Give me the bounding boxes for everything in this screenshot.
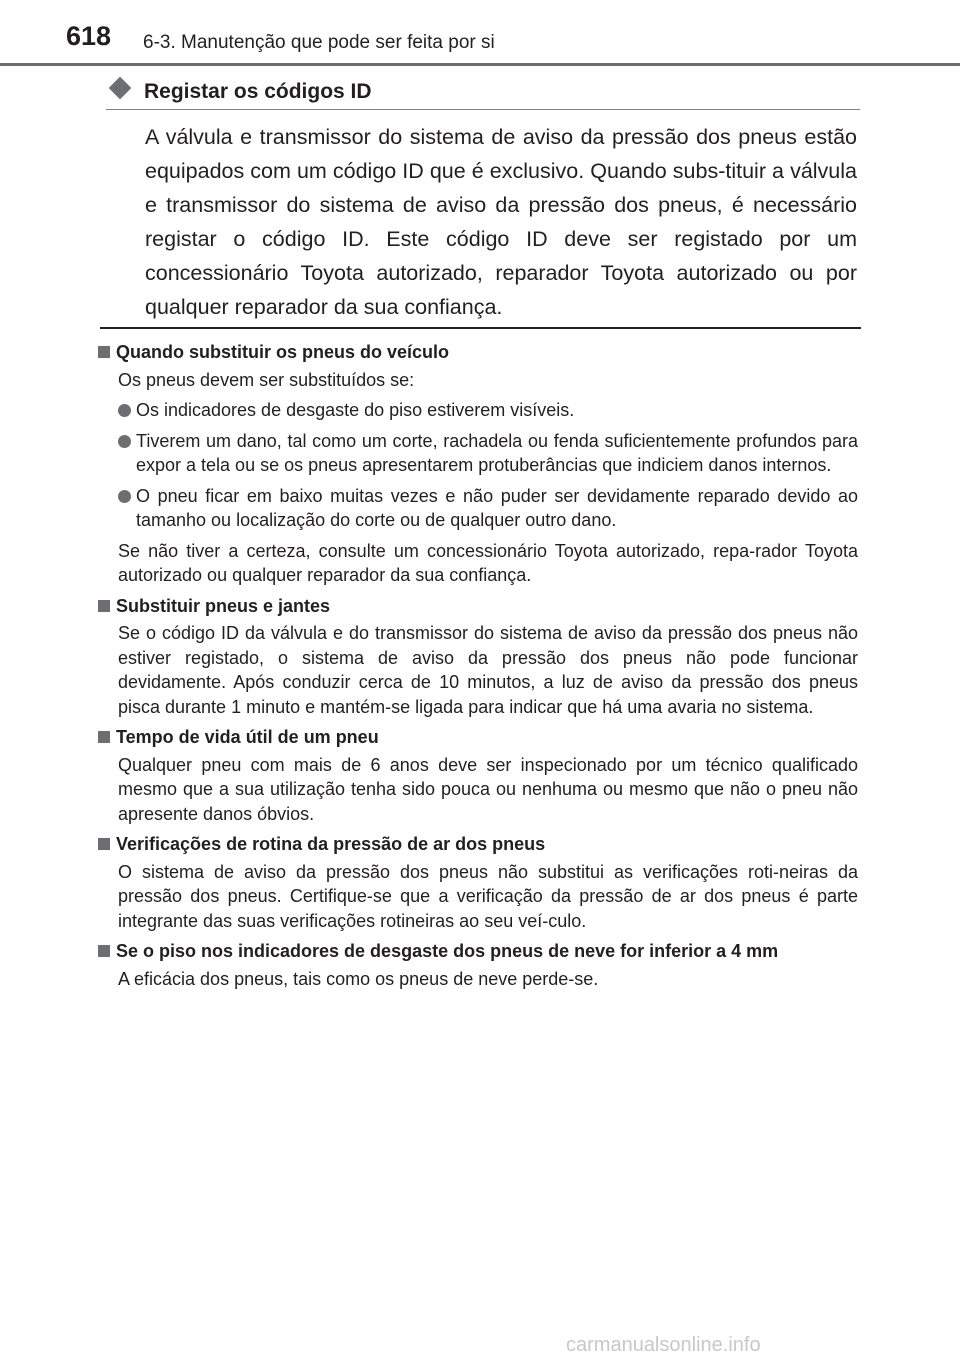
section-divider xyxy=(100,327,861,329)
section-text: A eficácia dos pneus, tais como os pneus de neve perde-se. xyxy=(118,968,599,989)
list-item: O pneu ficar em baixo muitas vezes e não puder ser devidamente reparado devido ao tamanho ou localização do corte ou de qualquer outro dano. xyxy=(118,484,858,533)
section-snow-tires xyxy=(98,939,858,991)
section-heading: Verificações de rotina da pressão de ar dos pneus xyxy=(98,832,858,857)
section-tire-replacement xyxy=(98,340,858,588)
page-number: 618 xyxy=(66,21,112,51)
round-bullet-icon xyxy=(118,490,131,503)
section-heading: Quando substituir os pneus do veículo xyxy=(98,340,858,365)
list-item: Tiverem um dano, tal como um corte, rachadela ou fenda suficientemente profundos para expor a tela ou se os pneus apresentarem protuberâncias que indiciem danos internos. xyxy=(118,429,858,478)
diamond-icon xyxy=(109,77,132,100)
square-bullet-icon xyxy=(98,731,110,743)
page-header xyxy=(0,0,960,66)
box-heading-text: Registar os códigos ID xyxy=(144,80,372,103)
watermark: carmanualsonline.info xyxy=(566,1334,761,1356)
section-title: 6-3. Manutenção que pode ser feita por si xyxy=(143,32,495,53)
square-bullet-icon xyxy=(98,600,110,612)
square-bullet-icon xyxy=(98,945,110,957)
section-text: Qualquer pneu com mais de 6 anos deve ser inspecionado por um técnico qualificado mesmo que a sua utilização tenha sido pouca ou nenhuma ou mesmo que não o pneu não apresente danos óbvios. xyxy=(118,754,858,824)
square-bullet-icon xyxy=(98,838,110,850)
content xyxy=(98,340,858,997)
section-heading: Se o piso nos indicadores de desgaste dos pneus de neve for inferior a 4 mm xyxy=(98,939,858,964)
round-bullet-icon xyxy=(118,404,131,417)
section-heading: Tempo de vida útil de um pneu xyxy=(98,725,858,750)
section-pressure-checks xyxy=(98,832,858,933)
square-bullet-icon xyxy=(98,346,110,358)
list-item: Os indicadores de desgaste do piso estiverem visíveis. xyxy=(118,398,858,423)
section-outro: Se não tiver a certeza, consulte um concessionário Toyota autorizado, repa-rador Toyota autorizado ou qualquer reparador da sua confiança. xyxy=(118,540,858,585)
box-text: A válvula e transmissor do sistema de aviso da pressão dos pneus estão equipados com um código ID que é exclusivo. Quando subs-tituir a válvula e transmissor do sistema de aviso da pressão dos pneus, é necessário registar o código ID. Este código ID deve ser registado por um concessionário Toyota autorizado, reparador Toyota autorizado ou por qualquer reparador da sua confiança. xyxy=(145,125,857,319)
section-replace-tires-wheels xyxy=(98,594,858,720)
section-text: O sistema de aviso da pressão dos pneus não substitui as verificações roti-neiras da pressão dos pneus. Certifique-se que a verificação da pressão de ar dos pneus é parte integrante das suas verificações rotineiras ao seu veí-culo. xyxy=(118,861,858,931)
header-divider xyxy=(0,63,960,66)
box-heading xyxy=(106,76,860,110)
round-bullet-icon xyxy=(118,435,131,448)
section-heading: Substituir pneus e jantes xyxy=(98,594,858,619)
section-text: Se o código ID da válvula e do transmissor do sistema de aviso da pressão dos pneus não estiver registado, o sistema de aviso da pressão dos pneus não pode funcionar devidamente. Após conduzir cerca de 10 minutos, a luz de aviso da pressão dos pneus pisca durante 1 minuto e mantém-se ligada para indicar que há uma avaria no sistema. xyxy=(118,623,858,717)
section-intro: Os pneus devem ser substituídos se: xyxy=(118,369,415,390)
section-tire-life xyxy=(98,725,858,826)
